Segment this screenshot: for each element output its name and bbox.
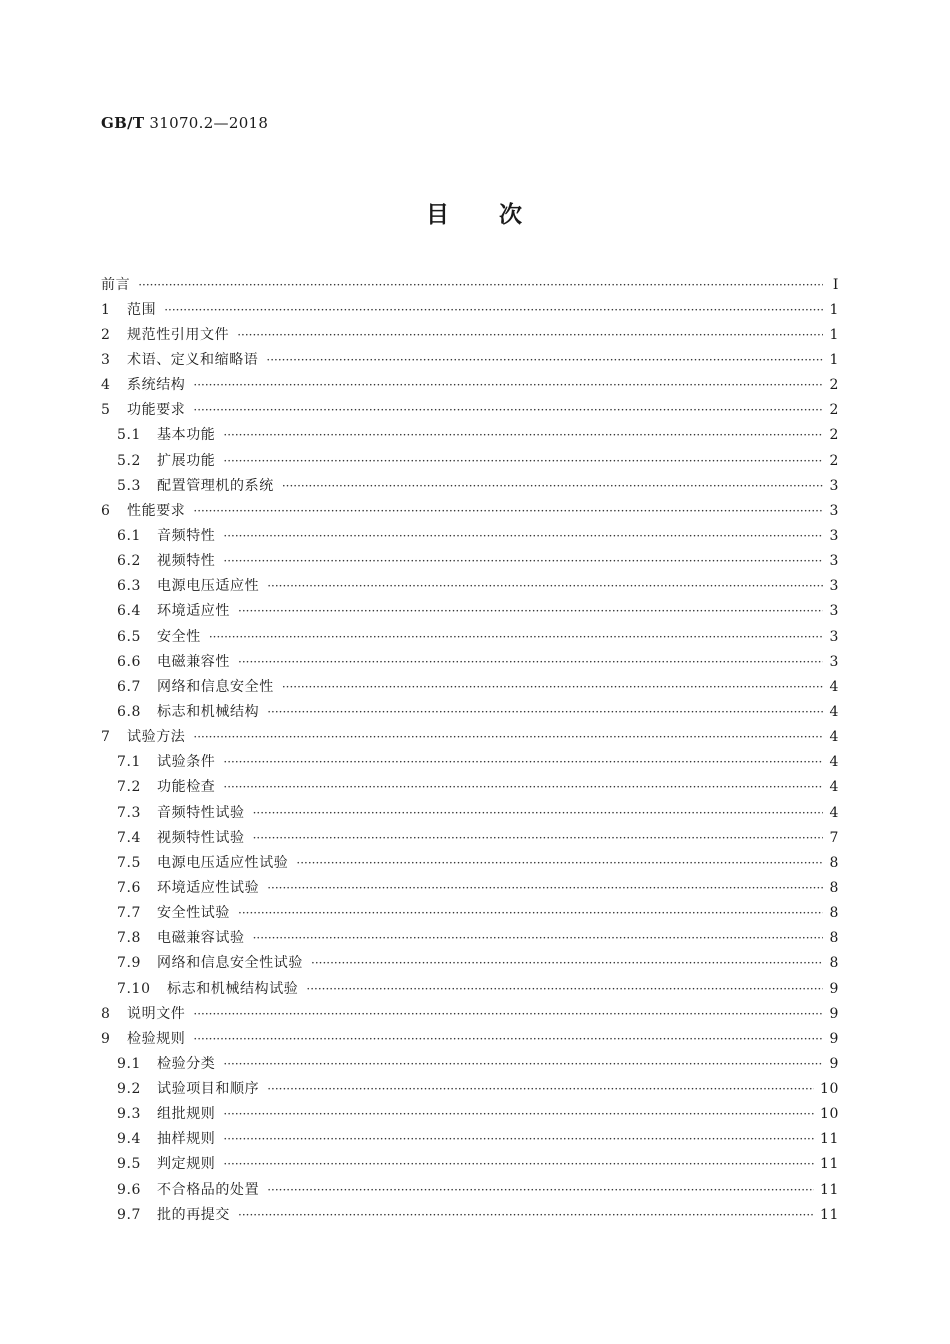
toc-dot-leader	[237, 329, 823, 341]
toc-dot-leader	[223, 1058, 823, 1070]
toc-dot-leader	[223, 530, 823, 542]
toc-entry[interactable]	[101, 448, 839, 473]
toc-entry-number: 9.2	[117, 1081, 142, 1098]
toc-entry-number: 7.4	[117, 829, 142, 846]
toc-entry-page: 4	[829, 729, 839, 746]
toc-entry[interactable]	[101, 1077, 839, 1102]
toc-dot-leader	[193, 1033, 823, 1045]
toc-entry[interactable]	[101, 750, 839, 775]
toc-entry-number: 9.3	[117, 1106, 142, 1123]
toc-entry-page: 3	[829, 553, 839, 570]
toc-entry-label: 扩展功能	[157, 452, 216, 469]
toc-entry[interactable]	[101, 347, 839, 372]
toc-entry-page: 3	[829, 653, 839, 670]
toc-title-char-2: 次	[499, 202, 524, 228]
toc-entry-number: 7.3	[117, 804, 142, 821]
toc-entry-page: Ⅰ	[832, 276, 839, 293]
toc-entry[interactable]	[101, 1202, 839, 1227]
toc-entry-page: 11	[819, 1131, 839, 1148]
toc-entry-page: 1	[829, 351, 839, 368]
toc-entry[interactable]	[101, 272, 839, 297]
toc-dot-leader	[223, 1133, 814, 1145]
toc-dot-leader	[253, 932, 823, 944]
toc-entry-label: 电源电压适应性	[157, 578, 260, 595]
toc-entry[interactable]	[101, 674, 839, 699]
toc-entry[interactable]	[101, 322, 839, 347]
toc-dot-leader	[164, 304, 823, 316]
toc-entry-label: 环境适应性试验	[157, 879, 260, 896]
toc-entry[interactable]	[101, 498, 839, 523]
toc-entry[interactable]	[101, 473, 839, 498]
toc-entry-label: 音频特性	[157, 527, 216, 544]
toc-title-char-1: 目	[426, 202, 451, 228]
toc-entry-label: 判定规则	[157, 1156, 216, 1173]
toc-entry-label: 术语、定义和缩略语	[127, 351, 259, 368]
toc-entry-page: 11	[819, 1181, 839, 1198]
toc-entry-label: 系统结构	[127, 377, 186, 394]
toc-entry-label: 功能要求	[127, 402, 186, 419]
toc-entry-number: 9	[101, 1030, 111, 1047]
toc-dot-leader	[223, 781, 823, 793]
toc-dot-leader	[223, 1158, 814, 1170]
toc-entry-label: 音频特性试验	[157, 804, 245, 821]
toc-entry-number: 7.10	[117, 980, 151, 997]
toc-entry-page: 10	[819, 1106, 839, 1123]
toc-dot-leader	[138, 279, 823, 291]
toc-dot-leader	[296, 857, 823, 869]
toc-entry-label: 安全性	[157, 628, 201, 645]
toc-entry-label: 批的再提交	[157, 1206, 230, 1223]
toc-entry-label: 基本功能	[157, 427, 216, 444]
toc-entry-page: 3	[829, 578, 839, 595]
toc-entry-label: 视频特性	[157, 553, 216, 570]
toc-dot-leader	[282, 681, 823, 693]
toc-dot-leader	[193, 379, 823, 391]
toc-entry[interactable]	[101, 523, 839, 548]
toc-entry[interactable]	[101, 1102, 839, 1127]
toc-entry[interactable]	[101, 875, 839, 900]
toc-dot-leader	[193, 731, 823, 743]
toc-entry-label: 检验分类	[157, 1055, 216, 1072]
toc-entry-label: 不合格品的处置	[157, 1181, 260, 1198]
toc-entry-page: 8	[829, 930, 839, 947]
toc-entry-number: 6.8	[117, 703, 142, 720]
toc-entry-label: 标志和机械结构	[157, 703, 260, 720]
toc-entry-label: 组批规则	[157, 1106, 216, 1123]
toc-entry[interactable]	[101, 599, 839, 624]
toc-entry-number: 3	[101, 351, 111, 368]
toc-entry[interactable]	[101, 725, 839, 750]
toc-entry[interactable]	[101, 951, 839, 976]
toc-entry-page: 8	[829, 905, 839, 922]
toc-entry-label: 试验条件	[157, 754, 216, 771]
toc-dot-leader	[267, 1184, 814, 1196]
toc-entry-label: 检验规则	[127, 1030, 186, 1047]
toc-entry[interactable]	[101, 1001, 839, 1026]
toc-entry[interactable]	[101, 423, 839, 448]
toc-dot-leader	[238, 605, 823, 617]
toc-entry-label: 安全性试验	[157, 905, 230, 922]
toc-dot-leader	[267, 882, 823, 894]
toc-entry[interactable]	[101, 926, 839, 951]
toc-entry-page: 4	[829, 703, 839, 720]
toc-entry[interactable]	[101, 825, 839, 850]
toc-entry[interactable]	[101, 775, 839, 800]
toc-entry[interactable]	[101, 297, 839, 322]
toc-dot-leader	[223, 1108, 814, 1120]
toc-entry-page: 2	[829, 452, 839, 469]
toc-dot-leader	[193, 505, 823, 517]
toc-entry-page: 1	[829, 326, 839, 343]
toc-entry[interactable]	[101, 1152, 839, 1177]
toc-dot-leader	[253, 807, 823, 819]
toc-entry-page: 9	[829, 980, 839, 997]
toc-dot-leader	[238, 907, 823, 919]
toc-entry[interactable]	[101, 1051, 839, 1076]
toc-entry[interactable]	[101, 649, 839, 674]
toc-entry[interactable]	[101, 398, 839, 423]
standard-code	[101, 114, 268, 132]
toc-entry-page: 2	[829, 427, 839, 444]
toc-entry-label: 环境适应性	[157, 603, 230, 620]
toc-entry-number: 8	[101, 1005, 111, 1022]
toc-dot-leader	[238, 1209, 814, 1221]
toc-entry-page: 9	[829, 1055, 839, 1072]
toc-entry-page: 7	[829, 829, 839, 846]
toc-entry-number: 6.5	[117, 628, 142, 645]
toc-entry-page: 4	[829, 678, 839, 695]
toc-entry[interactable]	[101, 1127, 839, 1152]
toc-dot-leader	[311, 957, 823, 969]
toc-entry-label: 电磁兼容性	[157, 653, 230, 670]
toc-entry-number: 5.1	[117, 427, 142, 444]
toc-entry-page: 3	[829, 527, 839, 544]
toc-title	[0, 196, 950, 229]
toc-entry-number: 6.2	[117, 553, 142, 570]
toc-entry[interactable]	[101, 901, 839, 926]
toc-entry-page: 10	[819, 1081, 839, 1098]
toc-dot-leader	[266, 354, 823, 366]
toc-entry-label: 范围	[127, 301, 157, 318]
toc-entry[interactable]	[101, 574, 839, 599]
toc-entry-page: 8	[829, 854, 839, 871]
toc-entry[interactable]	[101, 1177, 839, 1202]
toc-entry-page: 11	[819, 1156, 839, 1173]
toc-entry-page: 8	[829, 879, 839, 896]
toc-entry-label: 网络和信息安全性试验	[157, 955, 303, 972]
toc-entry[interactable]	[101, 699, 839, 724]
toc-entry-page: 1	[829, 301, 839, 318]
toc-entry-page: 9	[829, 1030, 839, 1047]
toc-entry-label: 配置管理机的系统	[157, 477, 274, 494]
toc-entry-label: 试验项目和顺序	[157, 1081, 260, 1098]
toc-entry-number: 7	[101, 729, 111, 746]
toc-entry-number: 5.3	[117, 477, 142, 494]
toc-entry-number: 7.9	[117, 955, 142, 972]
standard-prefix: GB/T	[101, 114, 145, 132]
toc-dot-leader	[238, 656, 823, 668]
toc-entry[interactable]	[101, 850, 839, 875]
toc-entry-page: 4	[829, 779, 839, 796]
toc-entry-number: 2	[101, 326, 111, 343]
toc-entry-number: 9.4	[117, 1131, 142, 1148]
toc-entry-page: 3	[829, 628, 839, 645]
standard-number: 31070.2—2018	[149, 114, 269, 132]
toc-entry[interactable]	[101, 624, 839, 649]
toc-entry-page: 8	[829, 955, 839, 972]
toc-entry-number: 7.5	[117, 854, 142, 871]
toc-entry-number: 9.1	[117, 1055, 142, 1072]
toc-entry-page: 4	[829, 754, 839, 771]
toc-entry[interactable]	[101, 800, 839, 825]
toc-entry-number: 5.2	[117, 452, 142, 469]
toc-entry-label: 功能检查	[157, 779, 216, 796]
toc-entry[interactable]	[101, 976, 839, 1001]
toc-entry-label: 电源电压适应性试验	[157, 854, 289, 871]
toc-entry-number: 7.2	[117, 779, 142, 796]
toc-entry-number: 9.6	[117, 1181, 142, 1198]
toc-entry-number: 5	[101, 402, 111, 419]
toc-dot-leader	[253, 832, 823, 844]
toc-dot-leader	[193, 404, 823, 416]
toc-entry-number: 6	[101, 502, 111, 519]
toc-entry-label: 抽样规则	[157, 1131, 216, 1148]
toc-entry-number: 9.5	[117, 1156, 142, 1173]
toc-dot-leader	[223, 429, 823, 441]
toc-entry[interactable]	[101, 1026, 839, 1051]
toc-entry-page: 3	[829, 603, 839, 620]
toc-entry-label: 电磁兼容试验	[157, 930, 245, 947]
toc-entry-label: 前言	[101, 276, 131, 293]
toc-entry-label: 标志和机械结构试验	[167, 980, 299, 997]
toc-entry-page: 11	[819, 1206, 839, 1223]
toc-entry-number: 7.8	[117, 930, 142, 947]
toc-entry-page: 4	[829, 804, 839, 821]
toc-dot-leader	[306, 983, 823, 995]
toc-entry-number: 9.7	[117, 1206, 142, 1223]
toc-entry-number: 6.6	[117, 653, 142, 670]
toc-entry-number: 1	[101, 301, 111, 318]
toc-entry[interactable]	[101, 549, 839, 574]
toc-entry-number: 4	[101, 377, 111, 394]
toc-entry-page: 3	[829, 477, 839, 494]
toc-dot-leader	[209, 631, 823, 643]
toc-dot-leader	[223, 756, 823, 768]
toc-entry-number: 6.3	[117, 578, 142, 595]
toc-entry-label: 视频特性试验	[157, 829, 245, 846]
toc-dot-leader	[223, 555, 823, 567]
toc-entry-page: 3	[829, 502, 839, 519]
toc-entry-number: 6.1	[117, 527, 142, 544]
toc-entry-page: 2	[829, 402, 839, 419]
toc-entry-label: 网络和信息安全性	[157, 678, 274, 695]
toc-entry-label: 说明文件	[127, 1005, 186, 1022]
toc-entry-number: 7.7	[117, 905, 142, 922]
toc-entry-label: 试验方法	[127, 729, 186, 746]
toc-entry-number: 7.6	[117, 879, 142, 896]
toc-entry-label: 规范性引用文件	[127, 326, 230, 343]
toc-dot-leader	[267, 1083, 814, 1095]
toc-entry-number: 6.4	[117, 603, 142, 620]
toc-entry-number: 7.1	[117, 754, 142, 771]
toc-entry-number: 6.7	[117, 678, 142, 695]
toc-dot-leader	[223, 455, 823, 467]
toc-entry-page: 9	[829, 1005, 839, 1022]
toc-dot-leader	[267, 580, 823, 592]
toc-dot-leader	[193, 1008, 823, 1020]
toc-list	[101, 272, 839, 1227]
toc-dot-leader	[282, 480, 823, 492]
toc-entry[interactable]	[101, 373, 839, 398]
toc-dot-leader	[267, 706, 823, 718]
toc-entry-page: 2	[829, 377, 839, 394]
toc-entry-label: 性能要求	[127, 502, 186, 519]
